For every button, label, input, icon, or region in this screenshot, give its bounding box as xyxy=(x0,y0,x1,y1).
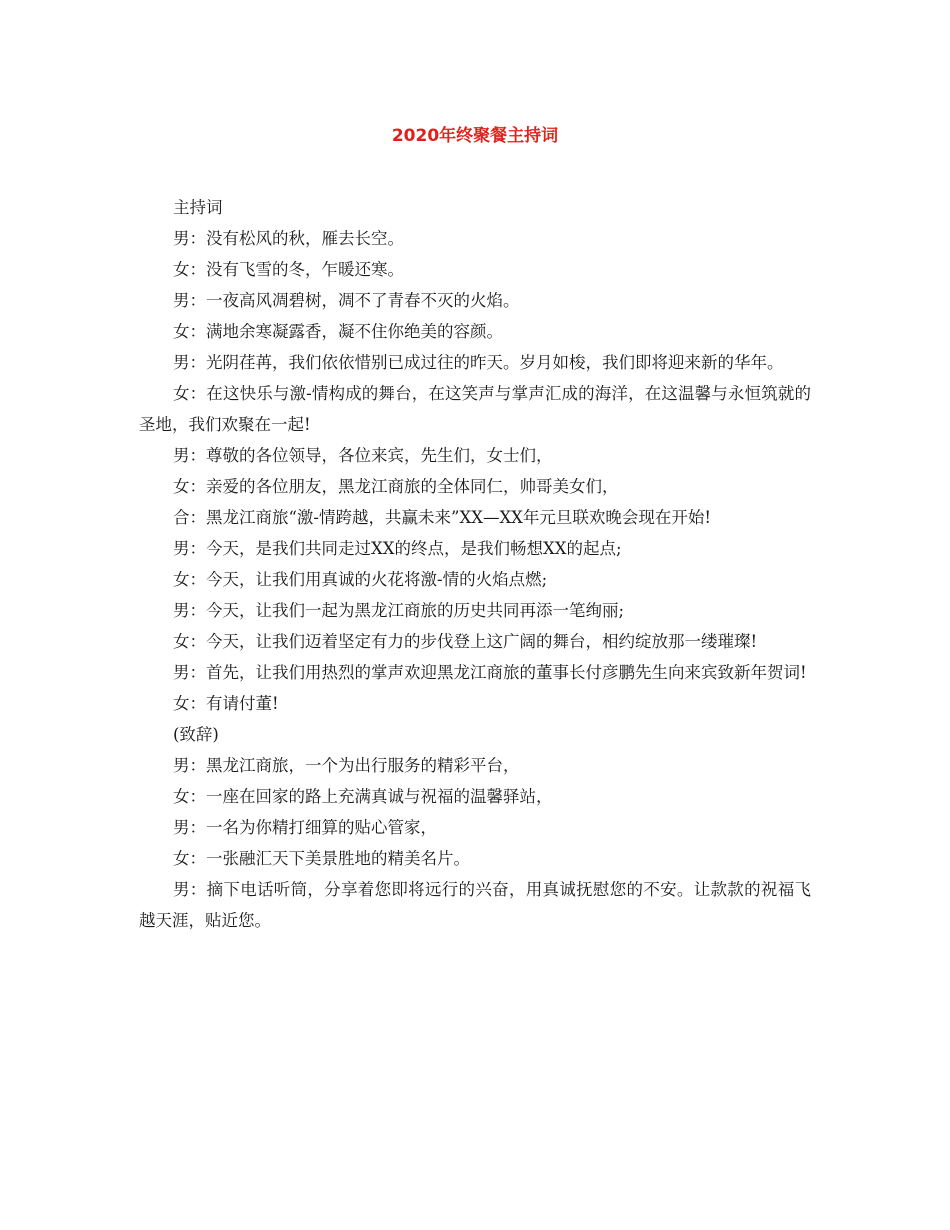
paragraph: 女：今天，让我们用真诚的火花将激-情的火焰点燃; xyxy=(173,570,548,589)
paragraph: 女：有请付董! xyxy=(173,694,279,713)
paragraph: 女：一张融汇天下美景胜地的精美名片。 xyxy=(173,849,470,868)
paragraph: 女：满地余寒凝露香，凝不住你绝美的容颜。 xyxy=(173,322,503,341)
paragraph-heading: 主持词 xyxy=(173,198,223,217)
paragraph: 男：今天，让我们一起为黑龙江商旅的历史共同再添一笔绚丽; xyxy=(173,601,625,620)
paragraph: 女：一座在回家的路上充满真诚与祝福的温馨驿站， xyxy=(173,787,553,806)
paragraph: 男：没有松风的秋，雁去长空。 xyxy=(173,229,404,248)
paragraph: 男：尊敬的各位领导，各位来宾，先生们，女士们， xyxy=(173,446,553,465)
paragraph: 男：摘下电话听筒，分享着您即将远行的兴奋，用真诚抚慰您的不安。让款款的祝福飞越天涯，贴近您。 xyxy=(139,880,811,930)
paragraph: (致辞) xyxy=(173,725,219,744)
paragraph: 男：一夜高风凋碧树，凋不了青春不灭的火焰。 xyxy=(173,291,520,310)
paragraph: 女：亲爱的各位朋友，黑龙江商旅的全体同仁，帅哥美女们， xyxy=(173,477,619,496)
paragraph: 男：首先，让我们用热烈的掌声欢迎黑龙江商旅的董事长付彦鹏先生向来宾致新年贺词! xyxy=(173,663,807,682)
paragraph: 女：在这快乐与激-情构成的舞台，在这笑声与掌声汇成的海洋，在这温馨与永恒筑就的圣地，我们欢聚在一起! xyxy=(139,384,811,434)
paragraph: 女：今天，让我们迈着坚定有力的步伐登上这广阔的舞台，相约绽放那一缕璀璨! xyxy=(173,632,758,651)
paragraph: 合：黑龙江商旅“激-情跨越，共赢未来”XX—XX年元旦联欢晚会现在开始! xyxy=(173,508,712,527)
paragraph: 男：黑龙江商旅，一个为出行服务的精彩平台， xyxy=(173,756,520,775)
paragraph: 男：一名为你精打细算的贴心管家， xyxy=(173,818,437,837)
paragraph: 男：光阴荏苒，我们依依惜别已成过往的昨天。岁月如梭，我们即将迎来新的华年。 xyxy=(173,353,784,372)
document-title: 2020年终聚餐主持词 xyxy=(391,126,559,146)
paragraph: 男：今天，是我们共同走过XX的终点，是我们畅想XX的起点; xyxy=(173,539,622,558)
document-body xyxy=(139,192,811,936)
paragraph: 女：没有飞雪的冬，乍暖还寒。 xyxy=(173,260,404,279)
